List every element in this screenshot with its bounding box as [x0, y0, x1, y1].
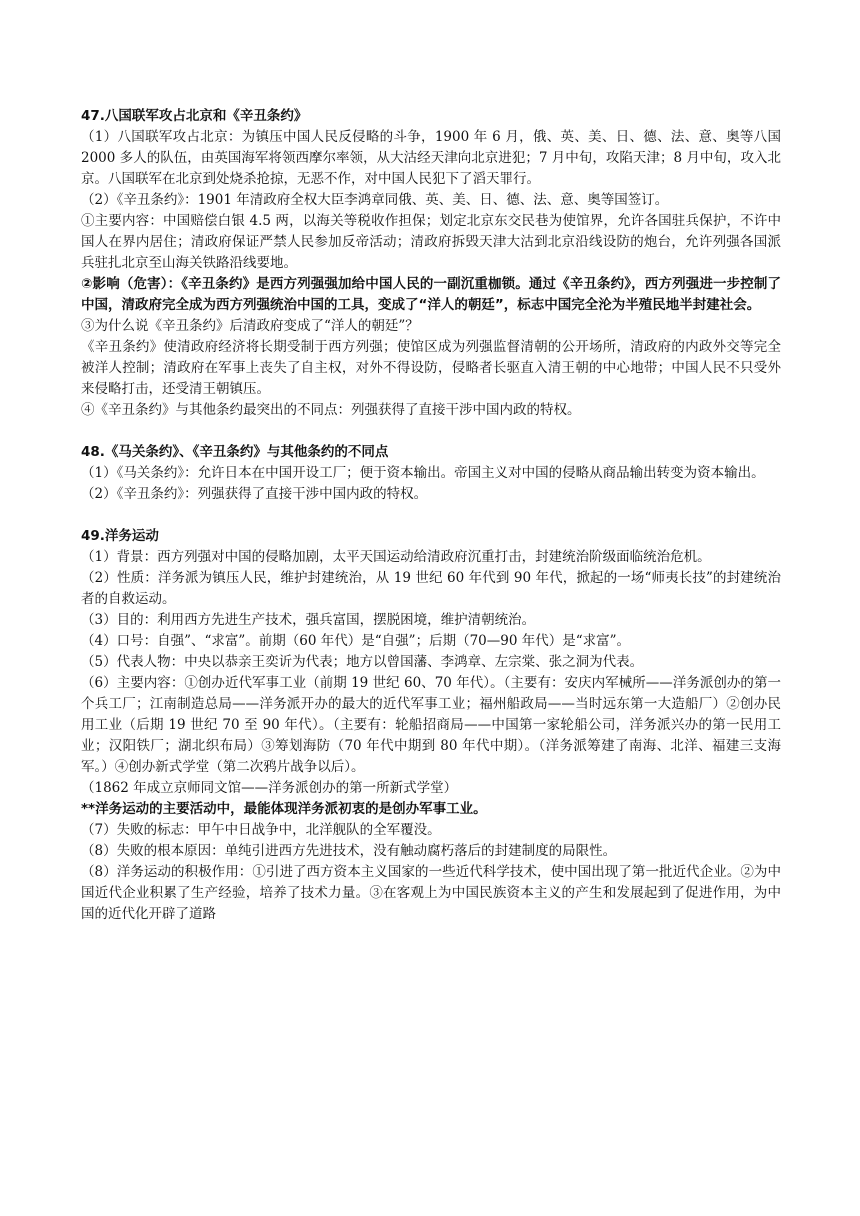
- section-title: 47.八国联军攻占北京和《辛丑条约》: [81, 108, 308, 124]
- paragraph: ①主要内容：中国赔偿白银 4.5 两，以海关等税收作担保；划定北京东交民巷为使馆界，允许各国驻兵保护，不许中国人在界内居住；清政府保证严禁人民参加反帝活动；清政府拆毁天津大沽到北京沿线设防的炮台，允许列强各国派兵驻扎北京至山海关铁路沿线要地。: [81, 213, 781, 271]
- paragraph: （5）代表人物：中央以恭亲王奕䜣为代表；地方以曾国藩、李鸿章、左宗棠、张之洞为代表。: [81, 654, 644, 670]
- paragraph: （8）洋务运动的积极作用：①引进了西方资本主义国家的一些近代科学技术，使中国出现了第一批近代企业。②为中国近代企业积累了生产经验，培养了技术力量。③在客观上为中国民族资本主义的产生和发展起到了促进作用，为中国的近代化开辟了道路: [81, 864, 781, 922]
- paragraph: （2）性质：洋务派为镇压人民，维护封建统治，从 19 世纪 60 年代到 90 年代，掀起的一场“师夷长技”的封建统治者的自救运动。: [81, 570, 781, 607]
- section-title: 48.《马关条约》、《辛丑条约》与其他条约的不同点: [81, 444, 389, 460]
- paragraph: （2）《辛丑条约》：列强获得了直接干涉中国内政的特权。: [81, 486, 428, 502]
- paragraph: ③为什么说《辛丑条约》后清政府变成了“洋人的朝廷”？: [81, 318, 419, 334]
- bold-paragraph: ②影响（危害）：《辛丑条约》是西方列强强加给中国人民的一副沉重枷锁。通过《辛丑条约》，西方列强进一步控制了中国，清政府完全成为西方列强统治中国的工具，变成了“洋人的朝廷”，标志中国完全沦为半殖民地半封建社会。: [81, 276, 781, 313]
- paragraph: ④《辛丑条约》与其他条约最突出的不同点：列强获得了直接干涉中国内政的特权。: [81, 402, 581, 418]
- paragraph: （7）失败的标志：甲午中日战争中，北洋舰队的全军覆没。: [81, 822, 441, 838]
- paragraph: （8）失败的根本原因：单纯引进西方先进技术，没有触动腐朽落后的封建制度的局限性。: [81, 843, 617, 859]
- paragraph: 《辛丑条约》使清政府经济将长期受制于西方列强；使馆区成为列强监督清朝的公开场所，清政府的内政外交等完全被洋人控制；清政府在军事上丧失了自主权，对外不得设防，侵略者长驱直入清王朝的中心地带；中国人民不只受外来侵略打击，还受清王朝镇压。: [81, 339, 781, 397]
- document-body: [81, 106, 781, 925]
- paragraph: （1862 年成立京师同文馆——洋务派创办的第一所新式学堂）: [81, 780, 458, 796]
- bold-paragraph: **洋务运动的主要活动中，最能体现洋务派初衷的是创办军事工业。: [81, 801, 487, 817]
- paragraph: （1）背景：西方列强对中国的侵略加剧，太平天国运动给清政府沉重打击，封建统治阶级面临统治危机。: [81, 549, 711, 565]
- paragraph: （6）主要内容：①创办近代军事工业（前期 19 世纪 60、70 年代）。（主要有：安庆内军械所——洋务派创办的第一个兵工厂；江南制造总局——洋务派开办的最大的近代军事工业；福州船政局——当时远东第一大造船厂）②创办民用工业（后期 19 世纪 70 至 90 年代）。（主要有：轮船招商局——中国第一家轮船公司，洋务派兴办的第一民用工业；汉阳铁厂；湖北织布局）③筹划海防（70 年代中期到 80 年代中期）。（洋务派筹建了南海、北洋、福建三支海军。）④创办新式学堂（第二次鸦片战争以后）。: [81, 675, 781, 775]
- paragraph: （1）《马关条约》：允许日本在中国开设工厂；便于资本输出。帝国主义对中国的侵略从商品输出转变为资本输出。: [81, 465, 765, 481]
- paragraph: （1）八国联军攻占北京：为镇压中国人民反侵略的斗争，1900 年 6 月，俄、英、美、日、德、法、意、奥等八国 2000 多人的队伍，由英国海军将领西摩尔率领，从大沽经天津向北京进犯；7 月中旬，攻陷天津；8 月中旬，攻入北京。八国联军在北京到处烧杀抢掠，无恶不作，对中国人民犯下了滔天罪行。: [81, 129, 781, 187]
- section-title: 49.洋务运动: [81, 528, 159, 544]
- paragraph: （2）《辛丑条约》：1901 年清政府全权大臣李鸿章同俄、英、美、日、德、法、意、奥等国签订。: [81, 192, 669, 208]
- paragraph: （3）目的：利用西方先进生产技术，强兵富国，摆脱困境，维护清朝统治。: [81, 612, 536, 628]
- paragraph: （4）口号：自强”、“求富”。前期（60 年代）是“自强”；后期（70—90 年代）是“求富”。: [81, 633, 631, 649]
